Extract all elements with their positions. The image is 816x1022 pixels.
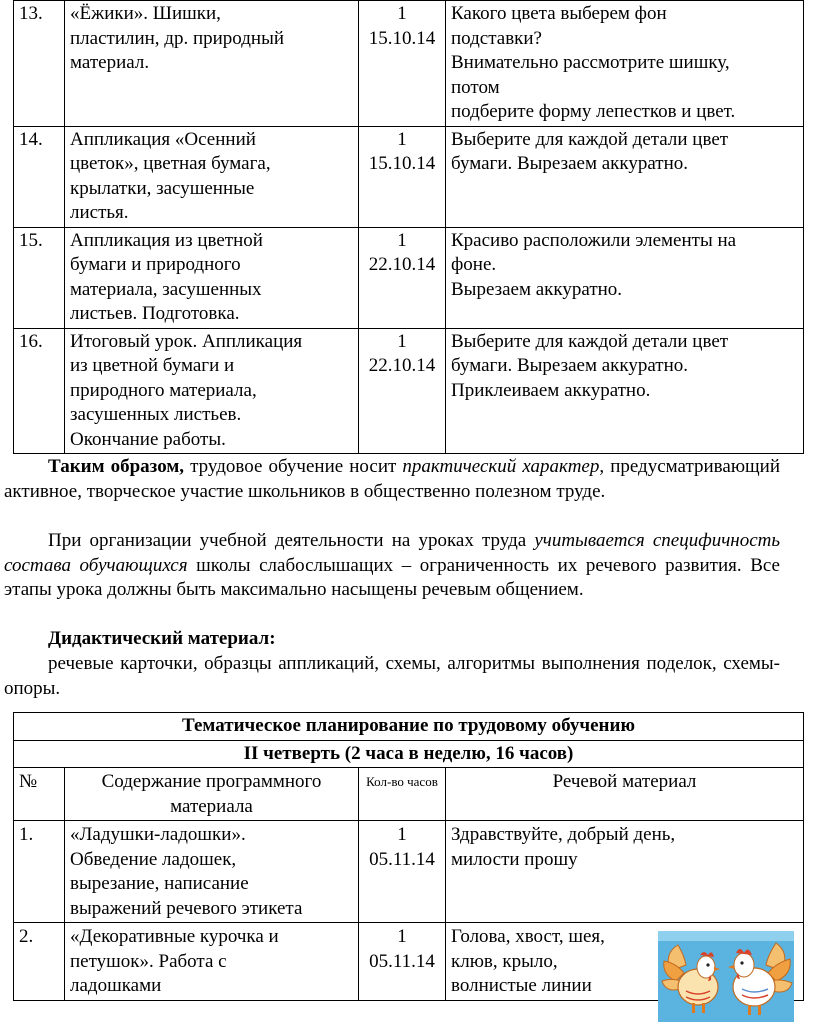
speech-line: Выберите для каждой детали цвет	[451, 330, 729, 352]
row-hours-date	[359, 328, 446, 454]
content-line: Обведение ладошек,	[70, 848, 237, 870]
summary-text-b: , предусматривающий активное, творческое участие школьников в общественно полезном труде.	[4, 456, 780, 502]
didactic-list: речевые карточки, образцы аппликаций, схемы, алгоритмы выполнения поделок, схемы-опоры.	[4, 653, 780, 699]
row-content	[65, 923, 359, 1001]
speech-line: Выберите для каждой детали цвет	[451, 128, 729, 150]
speech-line: бумаги. Вырезаем аккуратно.	[451, 355, 689, 376]
content-line: «Ладушки-ладошки».	[70, 824, 246, 845]
content-line: материала, засушенных	[70, 278, 262, 300]
org-italic: учитывается специфичность состава обучающихся	[4, 530, 780, 576]
row-speech	[446, 1, 804, 127]
date-value: 22.10.14	[368, 254, 436, 275]
date-value: 15.10.14	[368, 153, 436, 174]
didactic-heading	[4, 627, 780, 652]
speech-line: Здравствуйте, добрый день,	[451, 824, 676, 845]
row-content	[65, 328, 359, 454]
content-line: пластилин, др. природный	[70, 27, 285, 49]
speech-line: потом	[451, 76, 500, 98]
row-hours-date	[359, 126, 446, 227]
row-content	[65, 1, 359, 127]
top-table-row	[14, 126, 804, 227]
top-table-row	[14, 1, 804, 127]
date-value: 15.10.14	[368, 27, 436, 49]
content-line: засушенных листьев.	[70, 404, 242, 425]
header-content: Содержание программного материала	[65, 768, 359, 821]
header-hours: Кол-во часов	[359, 768, 446, 821]
paragraph-summary	[4, 455, 780, 504]
content-line: из цветной бумаги и	[70, 355, 235, 376]
row-number: 13.	[14, 1, 65, 127]
hours-value: 1	[397, 3, 407, 24]
hours-value: 1	[397, 229, 407, 251]
hours-value: 1	[397, 128, 407, 150]
content-line: природного материала,	[70, 379, 257, 401]
row-speech	[446, 821, 804, 923]
speech-line: Красиво расположили элементы на	[451, 229, 737, 251]
content-line: Аппликация «Осенний	[70, 128, 256, 150]
speech-line: Вырезаем аккуратно.	[451, 278, 623, 300]
row-number: 14.	[14, 126, 65, 227]
paragraph-organization	[4, 529, 780, 603]
speech-line: Голова, хвост, шея,	[451, 926, 605, 947]
applique-picture	[658, 931, 794, 1022]
content-line: Итоговый урок. Аппликация	[70, 330, 303, 352]
date-value: 22.10.14	[368, 355, 436, 376]
row-hours-date	[359, 227, 446, 328]
top-table-row	[14, 227, 804, 328]
speech-line: волнистые линии	[451, 975, 592, 996]
content-line: «Ёжики». Шишки,	[70, 3, 221, 24]
summary-lead: Таким образом,	[48, 456, 185, 477]
content-line: бумаги и природного	[70, 254, 241, 275]
row-number: 2.	[14, 923, 65, 1001]
speech-line: Какого цвета выберем фон	[451, 3, 667, 24]
row-number: 16.	[14, 328, 65, 454]
bottom-table-row	[14, 821, 804, 923]
hours-value: 1	[397, 926, 407, 947]
table-header-row	[14, 768, 804, 821]
content-line: цветок», цветная бумага,	[70, 153, 271, 174]
speech-line: клюв, крыло,	[451, 950, 558, 972]
speech-line: Внимательно рассмотрите шишку,	[451, 52, 730, 73]
summary-italic: практический характер	[402, 456, 600, 477]
didactic-heading-text: Дидактический материал:	[48, 628, 276, 649]
content-line: крылатки, засушенные	[70, 177, 255, 199]
content-line: вырезание, написание	[70, 873, 249, 894]
hours-value: 1	[397, 330, 407, 352]
header-num: №	[14, 768, 65, 821]
row-speech	[446, 126, 804, 227]
row-content	[65, 821, 359, 923]
speech-line: бумаги. Вырезаем аккуратно.	[451, 153, 689, 174]
content-line: «Декоративные курочка и	[70, 926, 279, 947]
row-speech	[446, 227, 804, 328]
top-table-row	[14, 328, 804, 454]
content-line: листья.	[70, 202, 129, 223]
row-content	[65, 126, 359, 227]
row-hours-date	[359, 821, 446, 923]
content-line: ладошками	[70, 975, 162, 996]
row-hours-date	[359, 923, 446, 1001]
table-title: Тематическое планирование по трудовому обучению	[14, 713, 804, 741]
content-line: выражений речевого этикета	[70, 897, 303, 919]
content-line: Окончание работы.	[70, 428, 226, 450]
speech-line: подберите форму лепестков и цвет.	[451, 101, 736, 122]
content-line: петушок». Работа с	[70, 950, 227, 972]
row-hours-date	[359, 1, 446, 127]
hours-value: 1	[397, 824, 407, 845]
row-content	[65, 227, 359, 328]
speech-line: подставки?	[451, 27, 542, 49]
content-line: материал.	[70, 52, 150, 73]
org-text-b: школы слабослышащих – ограниченность их речевого развития. Все этапы урока должны быть максимально насыщены речевым общением.	[4, 554, 780, 600]
summary-text-a: трудовое обучение носит	[184, 456, 403, 477]
date-value: 05.11.14	[369, 950, 435, 972]
org-text-a: При организации учебной деятельности на уроках труда	[48, 530, 535, 551]
speech-line: фоне.	[451, 254, 497, 275]
row-number: 1.	[14, 821, 65, 923]
content-line: листьев. Подготовка.	[70, 303, 240, 324]
speech-line: милости прошу	[451, 848, 578, 870]
speech-line: Приклеиваем аккуратно.	[451, 379, 651, 401]
chicken-rooster-applique-image	[658, 931, 794, 1022]
date-value: 05.11.14	[369, 848, 435, 870]
content-line: Аппликация из цветной	[70, 229, 263, 251]
row-speech	[446, 328, 804, 454]
row-number: 15.	[14, 227, 65, 328]
header-speech: Речевой материал	[446, 768, 804, 821]
table-subtitle: II четверть (2 часа в неделю, 16 часов)	[14, 740, 804, 768]
planning-table-top	[13, 0, 804, 454]
